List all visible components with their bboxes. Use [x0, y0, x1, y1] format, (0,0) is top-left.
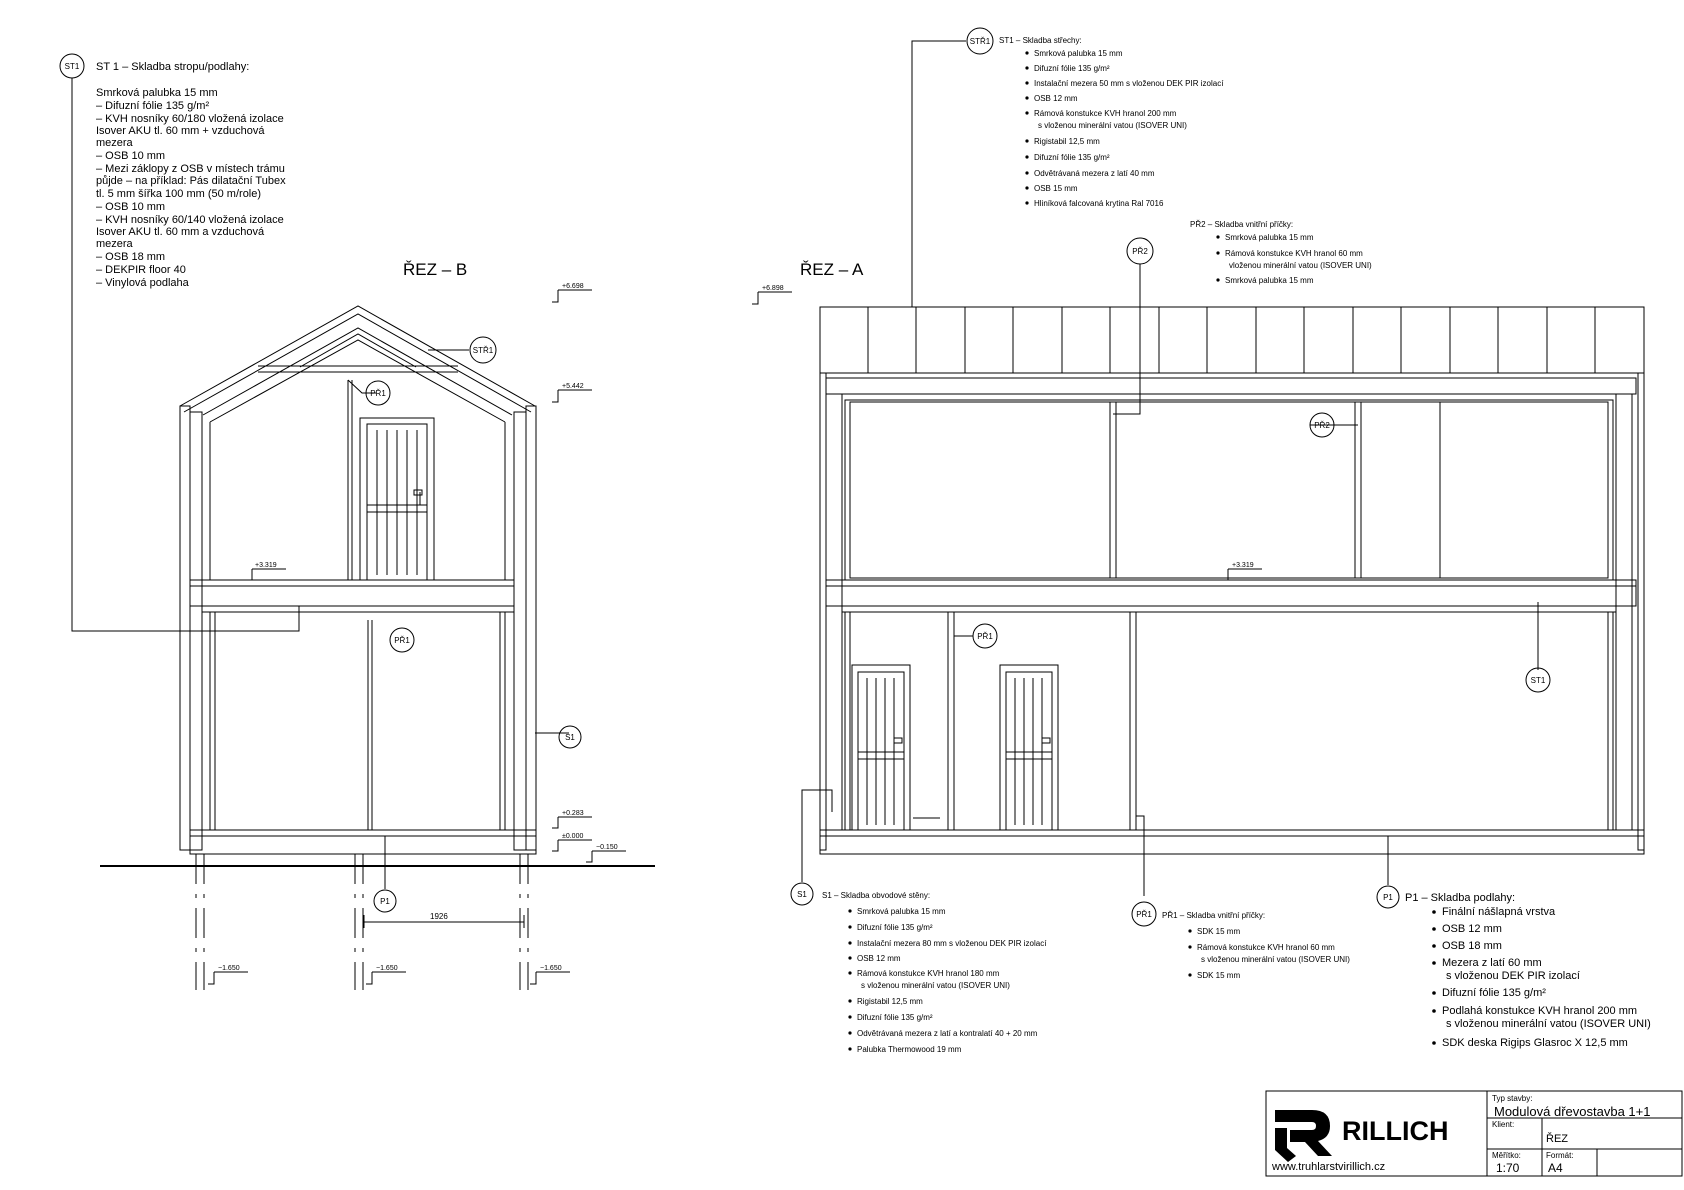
tag-st1-legend: [60, 54, 84, 78]
tag-str1-a: [967, 28, 993, 54]
door-1-a: [852, 665, 910, 830]
p1-item: OSB 12 mm: [1442, 923, 1502, 935]
level-5442: +5.442: [562, 383, 584, 390]
tag-str1-b: [470, 337, 496, 363]
st1-line: mezera: [96, 238, 133, 250]
svg-text:PŘ1: PŘ1: [370, 389, 386, 398]
str1-item: Rámová konstukce KVH hranol 200 mm: [1034, 109, 1177, 118]
s1-legend: [822, 891, 1047, 1054]
pr1-item: s vloženou minerální vatou (ISOVER UNI): [1201, 955, 1350, 964]
tag-pr1-b-upper: [366, 381, 390, 405]
tag-s1-b: [559, 726, 581, 748]
section-b-title: ŘEZ – B: [403, 260, 468, 279]
st1-line: – KVH nosníky 60/140 vložená izolace: [96, 214, 284, 226]
s1-legend-title: S1 – Skladba obvodové stěny:: [822, 891, 931, 900]
svg-text:ST1: ST1: [1530, 676, 1546, 685]
pr2-item: Rámová konstukce KVH hranol 60 mm: [1225, 249, 1363, 258]
st1-legend-title: ST 1 – Skladba stropu/podlahy:: [96, 61, 250, 73]
p1-item: Podlahá konstukce KVH hranol 200 mm: [1442, 1005, 1638, 1017]
s1-item: Odvětrávaná mezera z latí a kontralatí 40 + 20 mm: [857, 1029, 1038, 1038]
pr2-item: Smrková palubka 15 mm: [1225, 233, 1314, 242]
st1-legend: [96, 61, 286, 289]
p1-legend-title: P1 – Skladba podlahy:: [1405, 892, 1516, 904]
st1-line: – Vinylová podlaha: [96, 277, 189, 289]
str1-item: Smrková palubka 15 mm: [1034, 49, 1123, 58]
level-6698: +6.698: [562, 283, 584, 290]
rillich-logo-mark: [1275, 1110, 1332, 1162]
type-value: Modulová dřevostavba 1+1: [1494, 1104, 1651, 1119]
p1-item: s vloženou DEK PIR izolací: [1446, 970, 1580, 982]
tag-pr1-b-lower: [390, 628, 414, 652]
scale-label: Měřítko:: [1492, 1151, 1521, 1160]
p1-item: Mezera z latí 60 mm: [1442, 957, 1542, 969]
tag-s1-a: [791, 883, 813, 905]
pr1-item: Rámová konstukce KVH hranol 60 mm: [1197, 943, 1335, 952]
svg-text:PŘ2: PŘ2: [1314, 421, 1330, 430]
st1-line: tl. 5 mm šířka 100 mm (50 m/role): [96, 188, 262, 200]
str1-item: Instalační mezera 50 mm s vloženou DEK PIR izolací: [1034, 79, 1224, 88]
str1-item: OSB 15 mm: [1034, 184, 1078, 193]
svg-text:PŘ2: PŘ2: [1132, 247, 1148, 256]
st1-line: Isover AKU tl. 60 mm + vzduchová: [96, 125, 265, 137]
st1-line: – KVH nosníky 60/180 vložená izolace: [96, 113, 284, 125]
format-value: A4: [1548, 1161, 1563, 1175]
level-0283: +0.283: [562, 810, 584, 817]
st1-line: půjde – na příklad: Pás dilatační Tubex: [96, 175, 286, 187]
roof-seams: [868, 307, 1595, 373]
s1-item: Rigistabil 12,5 mm: [857, 997, 923, 1006]
tag-pr1-legend: [1132, 902, 1156, 926]
tag-p1-b: [374, 890, 396, 912]
client-label: Klient:: [1492, 1120, 1515, 1129]
s1-item: s vloženou minerální vatou (ISOVER UNI): [861, 981, 1010, 990]
pr2-item: vloženou minerální vatou (ISOVER UNI): [1229, 261, 1372, 270]
section-a-title: ŘEZ – A: [800, 260, 864, 279]
level-pile-2: −1.650: [376, 965, 398, 972]
pr1-legend-title: PŘ1 – Skladba vnitřní příčky:: [1162, 911, 1266, 920]
svg-text:P1: P1: [380, 897, 390, 906]
tag-st1-a: [1526, 668, 1550, 692]
level-pile-3: −1.650: [540, 965, 562, 972]
pr2-legend: [1190, 220, 1372, 285]
p1-legend: [1405, 892, 1651, 1049]
svg-text:STŘ1: STŘ1: [472, 346, 494, 355]
str1-item: OSB 12 mm: [1034, 94, 1078, 103]
st1-line: – DEKPIR floor 40: [96, 264, 186, 276]
level-3319-a: +3.319: [1232, 562, 1254, 569]
level-pile-1: −1.650: [218, 965, 240, 972]
format-label: Formát:: [1546, 1151, 1574, 1160]
svg-text:PŘ1: PŘ1: [1136, 910, 1152, 919]
st1-line: mezera: [96, 137, 133, 149]
s1-item: Difuzní fólie 135 g/m²: [857, 923, 933, 932]
s1-item: Rámová konstukce KVH hranol 180 mm: [857, 969, 1000, 978]
st1-line: – OSB 10 mm: [96, 201, 166, 213]
st1-line: Smrková palubka 15 mm: [96, 87, 218, 99]
s1-item: Palubka Thermowood 19 mm: [857, 1045, 962, 1054]
scale-value: 1:70: [1496, 1161, 1520, 1175]
str1-bullets: [1025, 51, 1028, 204]
str1-item: Rigistabil 12,5 mm: [1034, 137, 1100, 146]
dimension-1926: 1926: [430, 912, 448, 921]
section-a-drawing: [752, 28, 1644, 926]
pr1-legend: [1162, 911, 1350, 980]
svg-text:P1: P1: [1383, 893, 1393, 902]
s1-item: OSB 12 mm: [857, 954, 901, 963]
svg-text:S1: S1: [797, 890, 807, 899]
tag-p1-legend: [1377, 886, 1399, 908]
svg-text:S1: S1: [565, 733, 575, 742]
p1-item: s vloženou minerální vatou (ISOVER UNI): [1446, 1018, 1651, 1030]
pr1-item: SDK 15 mm: [1197, 971, 1241, 980]
p1-item: OSB 18 mm: [1442, 940, 1502, 952]
website-link[interactable]: www.truhlarstvirillich.cz: [1272, 1161, 1386, 1173]
str1-item: Hliníková falcovaná krytina Ral 7016: [1034, 199, 1164, 208]
s1-item: Difuzní fólie 135 g/m²: [857, 1013, 933, 1022]
str1-item: s vloženou minerální vatou (ISOVER UNI): [1038, 121, 1187, 130]
str1-item: Odvětrávaná mezera z latí 40 mm: [1034, 169, 1155, 178]
pr2-legend-title: PŘ2 – Skladba vnitřní příčky:: [1190, 220, 1294, 229]
level-3319-b: +3.319: [255, 562, 277, 569]
p1-item: SDK deska Rigips Glasroc X 12,5 mm: [1442, 1037, 1628, 1049]
level-0000: ±0.000: [562, 833, 584, 840]
svg-text:STŘ1: STŘ1: [969, 37, 991, 46]
level-6898: +6.898: [762, 285, 784, 292]
title-block: [1266, 1091, 1682, 1176]
tag-pr1-a: [973, 624, 997, 648]
brand-name: RILLICH: [1342, 1116, 1449, 1146]
s1-item: Smrková palubka 15 mm: [857, 907, 946, 916]
pr1-item: SDK 15 mm: [1197, 927, 1241, 936]
st1-line: – Mezi záklopy z OSB v místech trámu: [96, 163, 285, 175]
str1-item: Difuzní fólie 135 g/m²: [1034, 64, 1110, 73]
st1-line: – OSB 18 mm: [96, 251, 166, 263]
str1-legend: [999, 36, 1224, 208]
p1-item: Difuzní fólie 135 g/m²: [1442, 987, 1546, 999]
tag-pr2-legend: [1127, 238, 1153, 264]
p1-item: Finální nášlapná vrstva: [1442, 906, 1556, 918]
s1-item: Instalační mezera 80 mm s vloženou DEK PIR izolací: [857, 939, 1047, 948]
st1-line: – OSB 10 mm: [96, 150, 166, 162]
str1-item: Difuzní fólie 135 g/m²: [1034, 153, 1110, 162]
st1-line: – Difuzní fólie 135 g/m²: [96, 100, 210, 112]
svg-text:PŘ1: PŘ1: [977, 632, 993, 641]
type-label: Typ stavby:: [1492, 1094, 1533, 1103]
svg-text:PŘ1: PŘ1: [394, 636, 410, 645]
st1-line: Isover AKU tl. 60 mm a vzduchová: [96, 226, 265, 238]
svg-text:ST1: ST1: [64, 62, 80, 71]
pr2-item: Smrková palubka 15 mm: [1225, 276, 1314, 285]
str1-legend-title: ST1 – Skladba střechy:: [999, 36, 1082, 45]
door-2-a: [1000, 665, 1058, 830]
drawing-name: ŘEZ: [1546, 1133, 1568, 1145]
level-minus-0150: −0.150: [596, 844, 618, 851]
